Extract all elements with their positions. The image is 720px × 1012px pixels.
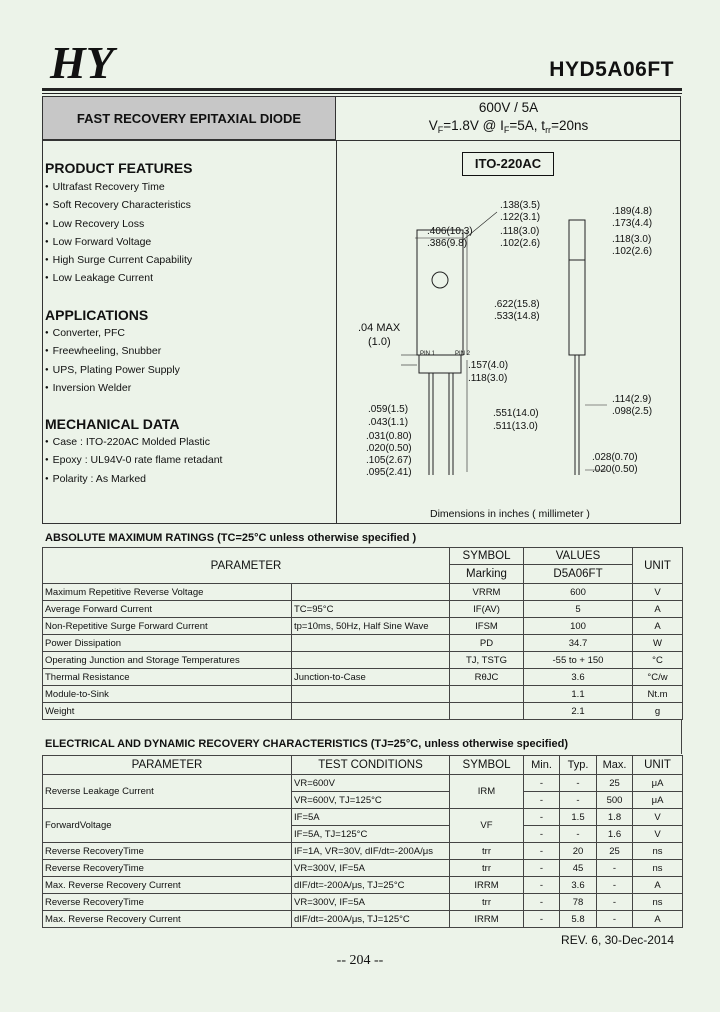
dim-label: .059(1.5) <box>368 404 409 415</box>
cell: IF=5A, TJ=125°C <box>292 826 450 843</box>
abs-max-table <box>42 547 683 720</box>
table-row <box>43 894 683 911</box>
cell: - <box>524 894 560 911</box>
list-item: ● Low Leakage Current <box>45 269 192 287</box>
table-row <box>43 877 683 894</box>
cell <box>292 635 450 652</box>
cell: tp=10ms, 50Hz, Half Sine Wave <box>292 618 450 635</box>
cell <box>450 703 524 720</box>
cell: A <box>633 601 683 618</box>
product-type: FAST RECOVERY EPITAXIAL DIODE <box>43 97 336 140</box>
cell: Thermal Resistance <box>43 669 292 686</box>
cell: 25 <box>597 843 633 860</box>
table-header-row <box>43 548 683 565</box>
dim-label: .118(3.0) <box>612 234 652 245</box>
col-header: UNIT <box>633 756 683 775</box>
col-header: VALUES <box>524 548 633 565</box>
cell: - <box>597 911 633 928</box>
dim-label: .031(0.80) <box>366 431 412 442</box>
logo-text: HY <box>50 38 114 86</box>
cell: - <box>560 826 597 843</box>
dim-label: .114(2.9) <box>612 394 652 405</box>
col-header: UNIT <box>633 548 683 584</box>
table-row <box>43 618 683 635</box>
cell: °C <box>633 652 683 669</box>
dim-label: .118(3.0) <box>468 373 508 384</box>
cell: Operating Junction and Storage Temperatures <box>43 652 292 669</box>
cell: 500 <box>597 792 633 809</box>
list-item: ● UPS, Plating Power Supply <box>45 361 180 379</box>
cell: - <box>597 860 633 877</box>
dim-label: .189(4.8) <box>612 206 653 217</box>
cell: Module-to-Sink <box>43 686 292 703</box>
cell <box>292 584 450 601</box>
cell: VR=300V, IF=5A <box>292 894 450 911</box>
col-header: PARAMETER <box>43 548 450 584</box>
cell: 5.8 <box>560 911 597 928</box>
dim-label: .020(0.50) <box>592 464 638 475</box>
cell: VR=300V, IF=5A <box>292 860 450 877</box>
cell: - <box>560 792 597 809</box>
cell: trr <box>450 843 524 860</box>
cell: g <box>633 703 683 720</box>
cell: - <box>597 894 633 911</box>
abs-max-title: ABSOLUTE MAXIMUM RATINGS (TC=25°C unless otherwise specified ) <box>45 532 417 544</box>
list-item: ● Soft Recovery Characteristics <box>45 196 192 214</box>
cell: 100 <box>524 618 633 635</box>
revision-label: REV. 6, 30-Dec-2014 <box>561 933 674 947</box>
dim-label: .102(2.6) <box>612 246 653 257</box>
header-rule <box>42 88 682 91</box>
cell: Power Dissipation <box>43 635 292 652</box>
dim-label: .138(3.5) <box>500 200 541 211</box>
part-number: HYD5A06FT <box>549 58 674 81</box>
cell: TC=95°C <box>292 601 450 618</box>
dim-label: .102(2.6) <box>500 238 541 249</box>
cell: IF=1A, VR=30V, dIF/dt=-200A/μs <box>292 843 450 860</box>
cell: A <box>633 618 683 635</box>
col-header: Min. <box>524 756 560 775</box>
list-item: ● Epoxy : UL94V-0 rate flame retadant <box>45 451 222 469</box>
cell: 34.7 <box>524 635 633 652</box>
cell: - <box>560 775 597 792</box>
applications-heading: APPLICATIONS <box>45 307 149 323</box>
cell <box>292 652 450 669</box>
cell: - <box>524 843 560 860</box>
cell: 1.8 <box>597 809 633 826</box>
dim-label: .095(2.41) <box>366 467 412 478</box>
cell: - <box>524 792 560 809</box>
cell: W <box>633 635 683 652</box>
divider <box>681 720 682 754</box>
dim-label: .118(3.0) <box>500 226 540 237</box>
cell <box>292 703 450 720</box>
package-name: ITO-220AC <box>462 152 554 176</box>
features-list <box>45 178 192 288</box>
dim-label: .105(2.67) <box>366 455 412 466</box>
cell: Reverse RecoveryTime <box>43 843 292 860</box>
col-header: TEST CONDITIONS <box>292 756 450 775</box>
cell: ns <box>633 894 683 911</box>
table-row <box>43 686 683 703</box>
cell: Weight <box>43 703 292 720</box>
dim-label: .020(0.50) <box>366 443 412 454</box>
cell: trr <box>450 894 524 911</box>
cell: Max. Reverse Recovery Current <box>43 911 292 928</box>
cell: - <box>524 911 560 928</box>
dim-label: .043(1.1) <box>368 417 409 428</box>
mechanical-heading: MECHANICAL DATA <box>45 416 180 432</box>
cell: ForwardVoltage <box>43 809 292 843</box>
cell: A <box>633 911 683 928</box>
list-item: ● Inversion Welder <box>45 379 180 397</box>
cell: VR=600V, TJ=125°C <box>292 792 450 809</box>
cell: 25 <box>597 775 633 792</box>
table-row <box>43 584 683 601</box>
cell: 1.6 <box>597 826 633 843</box>
cell <box>292 686 450 703</box>
table-row <box>43 703 683 720</box>
cell: IRM <box>450 775 524 809</box>
cell: Reverse RecoveryTime <box>43 894 292 911</box>
cell: Nt.m <box>633 686 683 703</box>
list-item: ● High Surge Current Capability <box>45 251 192 269</box>
dim-label: (1.0) <box>368 336 391 348</box>
table-row <box>43 669 683 686</box>
list-item: ● Low Forward Voltage <box>45 233 192 251</box>
cell: 3.6 <box>560 877 597 894</box>
table-header-row <box>43 756 683 775</box>
cell: TJ, TSTG <box>450 652 524 669</box>
col-header: Marking <box>450 565 524 584</box>
rating-line-2: $V_F=1.8V$ @ $I_F=5A$, $t_{rr}=20ns$ <box>428 118 589 135</box>
cell: Reverse RecoveryTime <box>43 860 292 877</box>
cell: 1.5 <box>560 809 597 826</box>
mechanical-list <box>45 433 222 488</box>
dim-label: .098(2.5) <box>612 406 653 417</box>
table-row <box>43 860 683 877</box>
col-header: Max. <box>597 756 633 775</box>
cell: 3.6 <box>524 669 633 686</box>
cell: V <box>633 826 683 843</box>
frame-divider-h <box>43 140 681 141</box>
cell: 1.1 <box>524 686 633 703</box>
dim-label: .028(0.70) <box>592 452 638 463</box>
dim-label: .04 MAX <box>358 322 401 334</box>
cell: ns <box>633 860 683 877</box>
cell: V <box>633 584 683 601</box>
table-row <box>43 911 683 928</box>
cell: dIF/dt=-200A/μs, TJ=125°C <box>292 911 450 928</box>
cell: IRRM <box>450 877 524 894</box>
cell: RθJC <box>450 669 524 686</box>
list-item: ● Freewheeling, Snubber <box>45 342 180 360</box>
cell: 600 <box>524 584 633 601</box>
table-row <box>43 652 683 669</box>
cell: PD <box>450 635 524 652</box>
cell: °C/w <box>633 669 683 686</box>
dim-label: .386(9.8) <box>427 238 468 249</box>
company-logo <box>46 38 176 86</box>
cell: - <box>524 826 560 843</box>
dim-label: .622(15.8) <box>494 299 540 310</box>
cell: -55 to + 150 <box>524 652 633 669</box>
col-header: SYMBOL <box>450 548 524 565</box>
cell: Average Forward Current <box>43 601 292 618</box>
features-heading: PRODUCT FEATURES <box>45 160 193 176</box>
col-header: Typ. <box>560 756 597 775</box>
header-rule-thin <box>42 93 682 94</box>
dynamic-title: ELECTRICAL AND DYNAMIC RECOVERY CHARACTERISTICS (TJ=25°C, unless otherwise specified) <box>45 738 569 750</box>
list-item: ● Polarity : As Marked <box>45 470 222 488</box>
cell: trr <box>450 860 524 877</box>
cell: IF(AV) <box>450 601 524 618</box>
col-header: PARAMETER <box>43 756 292 775</box>
dimensions-note: Dimensions in inches ( millimeter ) <box>430 508 590 520</box>
cell: V <box>633 809 683 826</box>
cell: μA <box>633 792 683 809</box>
cell: Junction-to-Case <box>292 669 450 686</box>
cell: - <box>597 877 633 894</box>
table-row <box>43 635 683 652</box>
list-item: ● Converter, PFC <box>45 324 180 342</box>
cell: dIF/dt=-200A/μs, TJ=25°C <box>292 877 450 894</box>
cell: IFSM <box>450 618 524 635</box>
cell: Reverse Leakage Current <box>43 775 292 809</box>
col-header: SYMBOL <box>450 756 524 775</box>
dim-label: .533(14.8) <box>494 311 540 322</box>
cell: - <box>524 775 560 792</box>
cell: VR=600V <box>292 775 450 792</box>
list-item: ● Case : ITO-220AC Molded Plastic <box>45 433 222 451</box>
cell: 78 <box>560 894 597 911</box>
cell: 20 <box>560 843 597 860</box>
cell: μA <box>633 775 683 792</box>
cell: VRRM <box>450 584 524 601</box>
rating-line-1: 600V / 5A <box>478 100 539 115</box>
cell: A <box>633 877 683 894</box>
cell: IRRM <box>450 911 524 928</box>
cell: Max. Reverse Recovery Current <box>43 877 292 894</box>
dim-label: .406(10.3) <box>427 226 473 237</box>
table-row <box>43 601 683 618</box>
cell: 5 <box>524 601 633 618</box>
table-row <box>43 775 683 792</box>
dim-label: .157(4.0) <box>468 360 509 371</box>
marking-value: D5A06FT <box>524 565 633 584</box>
page-number: -- 204 -- <box>336 953 384 968</box>
list-item: ● Low Recovery Loss <box>45 215 192 233</box>
cell: 45 <box>560 860 597 877</box>
applications-list <box>45 324 180 397</box>
cell <box>450 686 524 703</box>
cell: - <box>524 860 560 877</box>
dynamic-table <box>42 755 683 928</box>
cell: Non-Repetitive Surge Forward Current <box>43 618 292 635</box>
list-item: ● Ultrafast Recovery Time <box>45 178 192 196</box>
dim-label: .511(13.0) <box>493 421 538 432</box>
cell: - <box>524 877 560 894</box>
table-row <box>43 809 683 826</box>
pin-label: PIN 1 <box>420 351 436 357</box>
dim-label: .173(4.4) <box>612 218 653 229</box>
cell: Maximum Repetitive Reverse Voltage <box>43 584 292 601</box>
table-row <box>43 843 683 860</box>
dim-label: .122(3.1) <box>500 212 541 223</box>
cell: - <box>524 809 560 826</box>
dim-label: .551(14.0) <box>493 408 539 419</box>
cell: 2.1 <box>524 703 633 720</box>
cell: IF=5A <box>292 809 450 826</box>
pin-label: PIN 2 <box>455 351 471 357</box>
cell: VF <box>450 809 524 843</box>
cell: ns <box>633 843 683 860</box>
